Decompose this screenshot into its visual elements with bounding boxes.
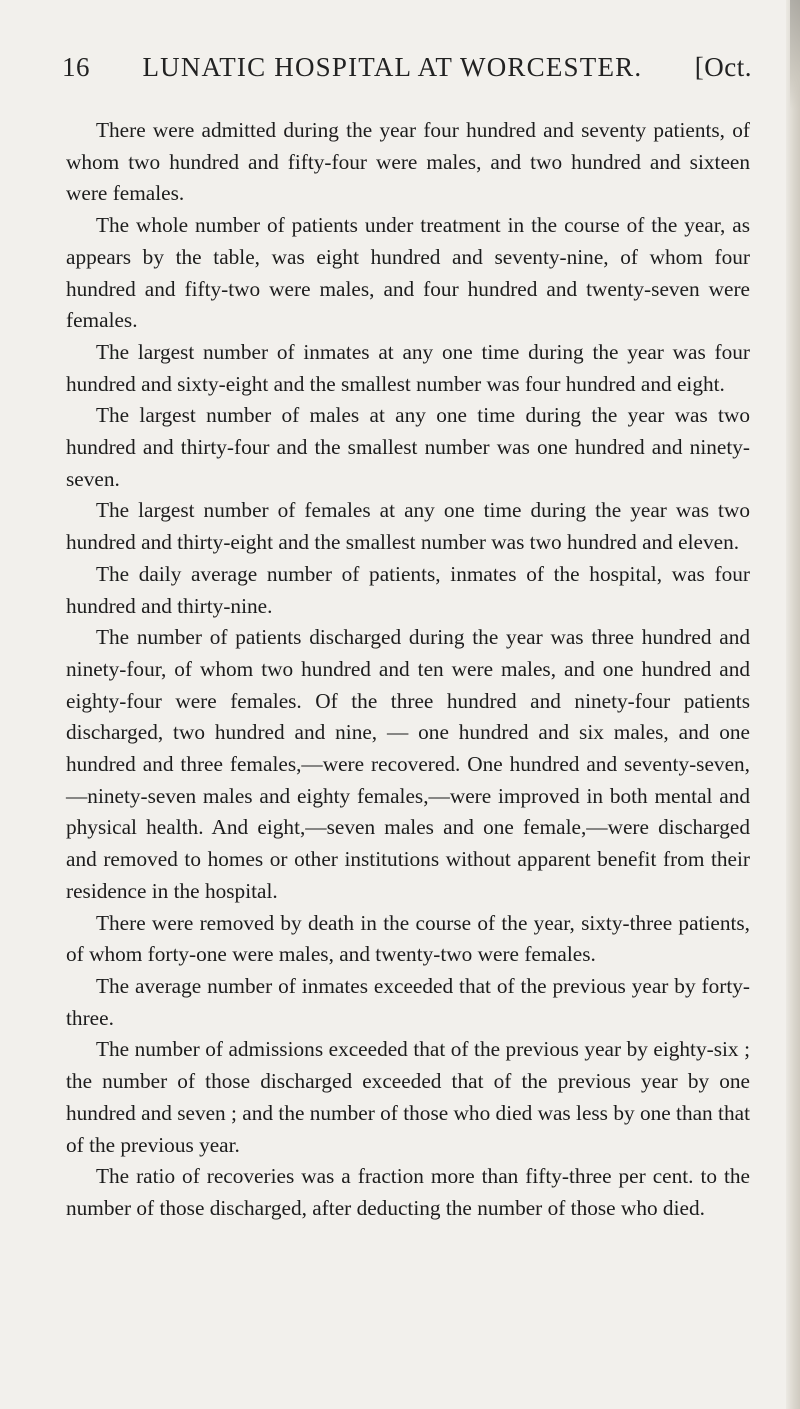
paragraph-largest-inmates: The largest number of inmates at any one time during the year was four hundred and sixty-eight and the smallest number was four hundred and eight.: [66, 339, 750, 396]
paragraph-under-treatment: The whole number of patients under treatment in the course of the year, as appears by the table, was eight hundred and seventy-nine, of whom four hundred and fifty-two were males, and four hundred and twenty-seven were females.: [66, 213, 750, 333]
running-title: LUNATIC HOSPITAL AT WORCESTER.: [142, 52, 643, 82]
page-edge-shadow: [786, 0, 800, 1409]
paragraph-daily-average: The daily average number of patients, inmates of the hospital, was four hundred and thirty-nine.: [66, 561, 750, 618]
paragraph-average-exceeded: The average number of inmates exceeded that of the previous year by forty-three.: [66, 973, 750, 1030]
paragraph-largest-males: The largest number of males at any one time during the year was two hundred and thirty-four and the smallest number was one hundred and ninety-seven.: [66, 403, 750, 491]
paragraph-admissions-exceeded: The number of admissions exceeded that of the previous year by eighty-six ; the number of those discharged exceeded that of the previous year by one hundred and seven ; and the number of those who died was less by one than that of the previous year.: [66, 1037, 750, 1157]
running-head: [62, 52, 752, 83]
date-mark: [Oct.: [694, 52, 752, 82]
body-text: [66, 115, 750, 1225]
paragraph-deaths: There were removed by death in the course of the year, sixty-three patients, of whom forty-one were males, and twenty-two were females.: [66, 910, 750, 967]
paragraph-discharged: The number of patients discharged during the year was three hundred and ninety-four, of whom two hundred and ten were males, and one hundred and eighty-four were females. Of the three hundred and ninety-four patients discharged, two hundred and nine, — one hundred and six males, and one hundred and three females,—were recovered. One hundred and seventy-seven,—ninety-seven males and eighty females,—were improved in both mental and physical health. And eight,—seven males and one female,—were discharged and removed to homes or other institutions without apparent benefit from their residence in the hospital.: [66, 625, 750, 903]
paragraph-admissions: There were admitted during the year four hundred and seventy patients, of whom two hundred and fifty-four were males, and two hundred and sixteen were females.: [66, 118, 750, 206]
paragraph-largest-females: The largest number of females at any one time during the year was two hundred and thirty-eight and the smallest number was two hundred and eleven.: [66, 498, 750, 555]
paragraph-recovery-ratio: The ratio of recoveries was a fraction more than fifty-three per cent. to the number of those discharged, after deducting the number of those who died.: [66, 1164, 750, 1220]
page-number: 16: [62, 52, 90, 82]
